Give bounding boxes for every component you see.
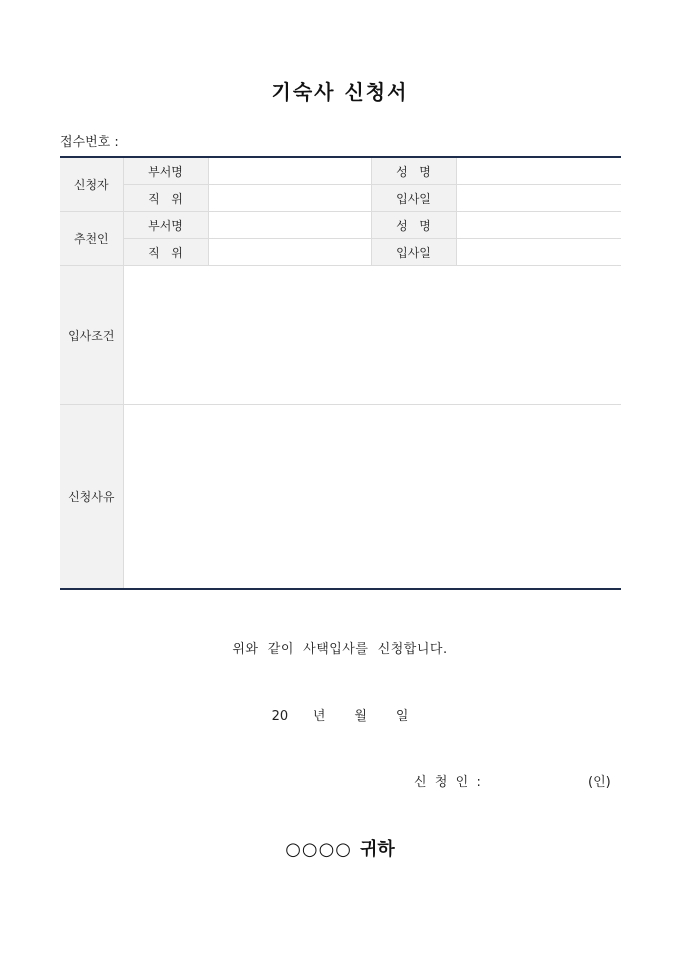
applicant-dept-field[interactable]: [208, 157, 371, 185]
conditions-field[interactable]: [123, 266, 621, 405]
applicant-join-date-label: 입사일: [371, 185, 456, 212]
applicant-dept-label: 부서명: [123, 157, 208, 185]
recommender-join-date-field[interactable]: [456, 239, 621, 266]
reason-field[interactable]: [123, 405, 621, 590]
applicant-position-label: 직 위: [123, 185, 208, 212]
page-title: 기숙사 신청서: [271, 80, 409, 104]
reason-row: [60, 405, 621, 590]
recommender-name-label: 성 명: [371, 212, 456, 239]
conditions-row: [60, 266, 621, 405]
applicant-signature-label: 신 청 인 :: [414, 775, 481, 790]
recommender-row-2: [60, 239, 621, 266]
date-line: 20 년 월 일: [271, 709, 409, 724]
applicant-section-label: 신청자: [60, 157, 123, 212]
application-statement: 위와 같이 사택입사를 신청합니다.: [232, 642, 448, 657]
recommender-name-field[interactable]: [456, 212, 621, 239]
recommender-position-label: 직 위: [123, 239, 208, 266]
recipient-name: ○○○○: [285, 839, 353, 860]
applicant-join-date-field[interactable]: [456, 185, 621, 212]
recommender-row-1: [60, 212, 621, 239]
applicant-row-1: [60, 157, 621, 185]
recommender-position-field[interactable]: [208, 239, 371, 266]
recommender-section-label: 추천인: [60, 212, 123, 266]
recipient-suffix: 귀하: [360, 839, 395, 860]
recipient-line: [0, 835, 680, 861]
applicant-name-label: 성 명: [371, 157, 456, 185]
receipt-number-label: 접수번호 :: [60, 135, 119, 150]
application-form-table: [60, 156, 621, 590]
applicant-row-2: [60, 185, 621, 212]
conditions-label: 입사조건: [60, 266, 123, 405]
applicant-name-field[interactable]: [456, 157, 621, 185]
seal-mark: (인): [588, 775, 611, 790]
applicant-position-field[interactable]: [208, 185, 371, 212]
reason-label: 신청사유: [60, 405, 123, 590]
recommender-dept-label: 부서명: [123, 212, 208, 239]
recommender-join-date-label: 입사일: [371, 239, 456, 266]
recommender-dept-field[interactable]: [208, 212, 371, 239]
